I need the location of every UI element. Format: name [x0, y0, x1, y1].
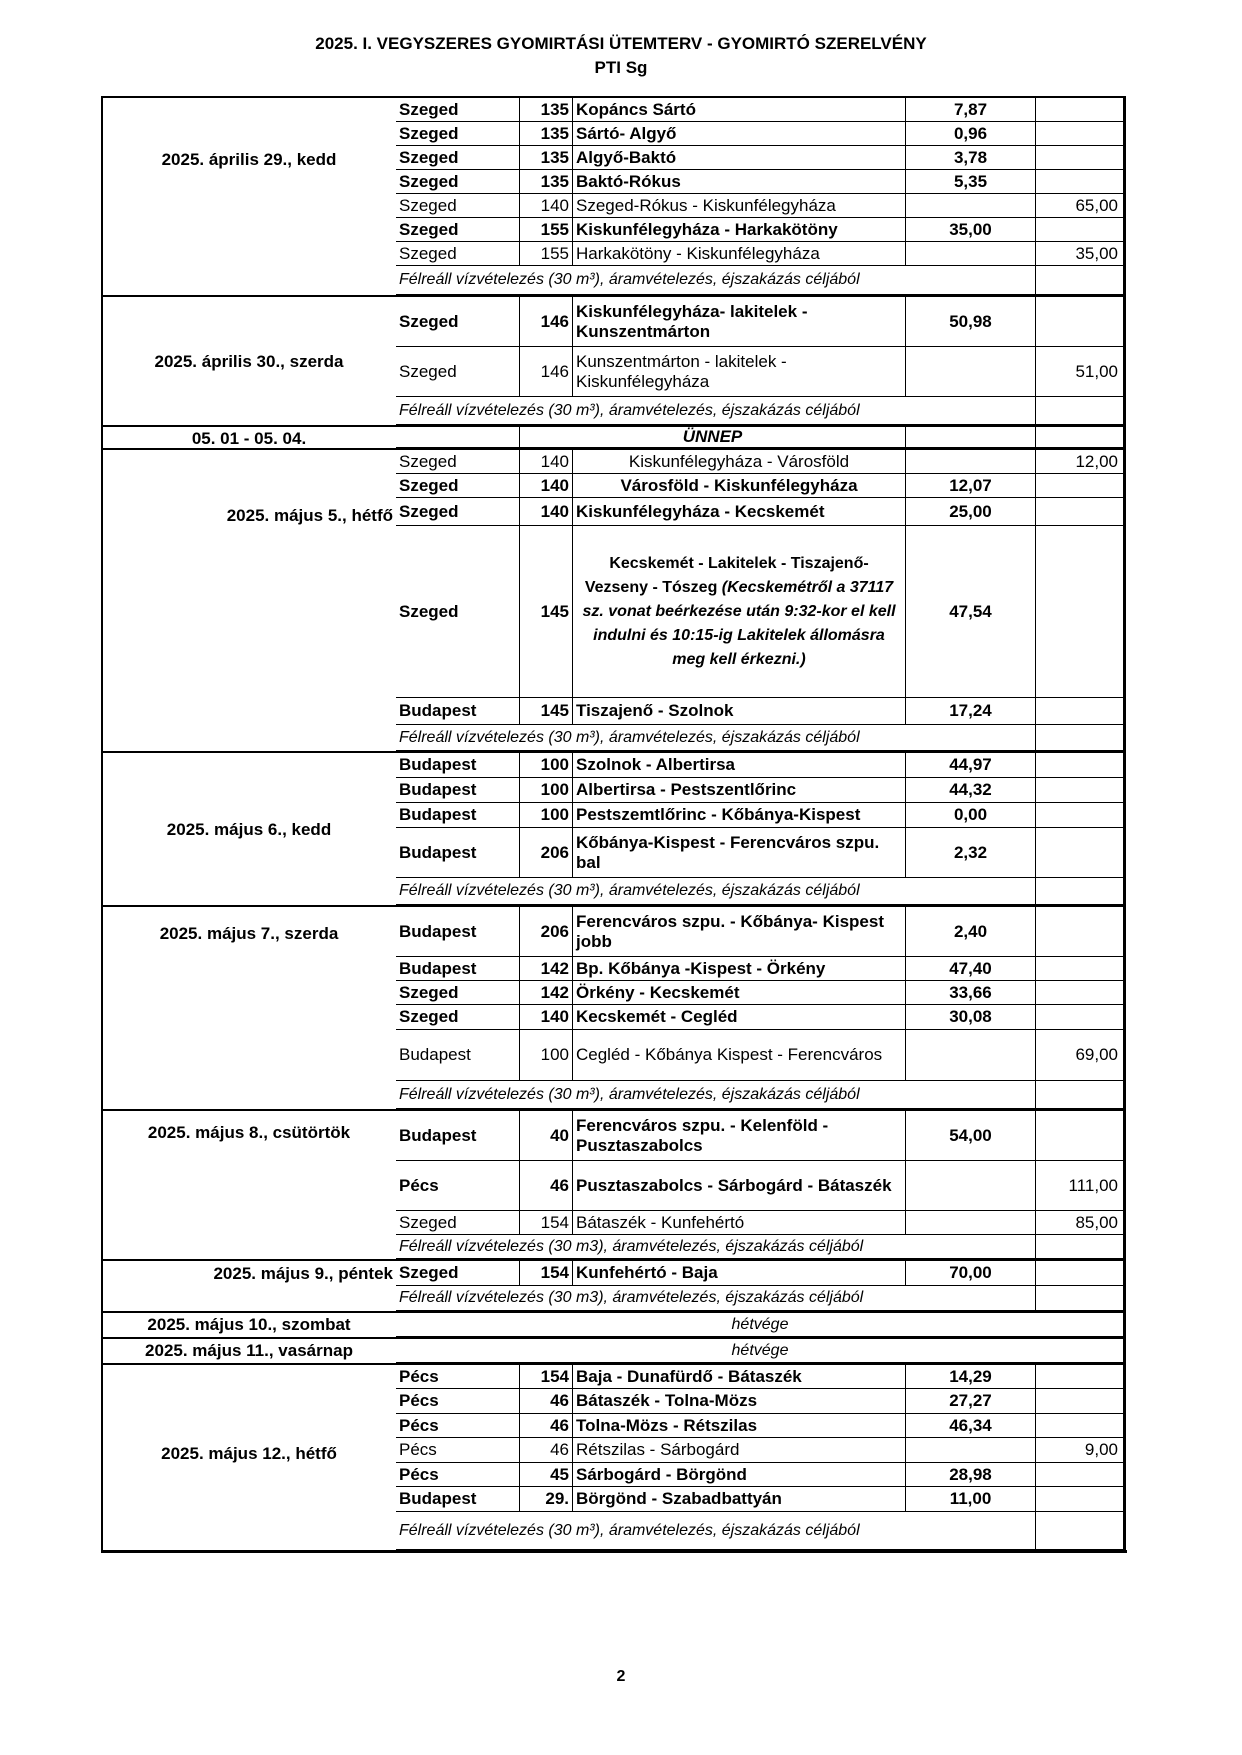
city-cell: Budapest	[396, 753, 520, 778]
city-cell: Szeged	[396, 347, 520, 397]
route-cell: Kunfehértó - Baja	[573, 1261, 906, 1286]
city-cell: Szeged	[396, 98, 520, 122]
km-treated-cell: 30,08	[906, 1005, 1036, 1030]
km-transfer-cell: 35,00	[1036, 242, 1125, 266]
city-cell: Pécs	[396, 1438, 520, 1463]
city-cell: Pécs	[396, 1389, 520, 1414]
km-treated-cell: 2,40	[906, 907, 1036, 957]
holiday-label: ÜNNEP	[520, 427, 906, 448]
line-number-cell: 45	[520, 1463, 573, 1487]
day-label: 2025. május 10., szombat	[147, 1315, 351, 1334]
city-cell: Szeged	[396, 450, 520, 474]
km-treated-cell: 50,98	[906, 297, 1036, 347]
day-label: 2025. május 11., vasárnap	[145, 1341, 353, 1360]
note-row-end	[1036, 266, 1125, 295]
km-treated-cell: 11,00	[906, 1487, 1036, 1512]
route-cell: Örkény - Kecskemét	[573, 981, 906, 1005]
km-treated-cell	[906, 347, 1036, 397]
note-row-end	[1036, 1286, 1125, 1311]
city-cell: Szeged	[396, 1211, 520, 1235]
line-number-cell: 100	[520, 1030, 573, 1081]
route-cell: Kiskunfélegyháza- lakitelek - Kunszentmárton	[573, 297, 906, 347]
note-row-end	[1036, 1235, 1125, 1259]
km-transfer-cell	[1036, 828, 1125, 878]
city-cell: Pécs	[396, 1161, 520, 1211]
city-cell: Szeged	[396, 194, 520, 218]
city-cell: Szeged	[396, 170, 520, 194]
city-cell: Szeged	[396, 498, 520, 526]
km-transfer-cell	[1036, 474, 1125, 498]
line-number-cell: 135	[520, 146, 573, 170]
route-instruction-text: (Kecskemétről a 37117 sz. vonat beérkezése után 9:32-kor el kell indulni és 10:15-ig Lakitelek állomásra meg kell érkezni.)	[582, 578, 896, 668]
city-cell	[396, 427, 520, 448]
km-treated-cell: 12,07	[906, 474, 1036, 498]
note-row-end	[1036, 725, 1125, 751]
route-cell: Kőbánya-Kispest - Ferencváros szpu. bal	[573, 828, 906, 878]
city-cell: Szeged	[396, 474, 520, 498]
km-treated-cell	[906, 1438, 1036, 1463]
day-label: 2025. április 30., szerda	[154, 352, 344, 371]
note-row-end	[1036, 1081, 1125, 1109]
route-cell: Baktó-Rókus	[573, 170, 906, 194]
line-number-cell: 140	[520, 498, 573, 526]
route-cell: Kecskemét - Cegléd	[573, 1005, 906, 1030]
city-cell: Budapest	[396, 1487, 520, 1512]
line-number-cell: 154	[520, 1365, 573, 1389]
km-treated-cell: 27,27	[906, 1389, 1036, 1414]
note-row-end	[1036, 1512, 1125, 1550]
line-number-cell: 140	[520, 194, 573, 218]
km-transfer-cell	[1036, 146, 1125, 170]
route-cell: Tolna-Mözs - Rétszilas	[573, 1414, 906, 1438]
line-number-cell: 155	[520, 218, 573, 242]
line-number-cell: 146	[520, 347, 573, 397]
city-cell: Budapest	[396, 1111, 520, 1161]
route-cell: Szeged-Rókus - Kiskunfélegyháza	[573, 194, 906, 218]
line-number-cell: 206	[520, 828, 573, 878]
km-transfer-cell	[1036, 1005, 1125, 1030]
note-row: Félreáll vízvételezés (30 m³), áramvételezés, éjszakázás céljából	[396, 1512, 1036, 1550]
note-row: Félreáll vízvételezés (30 m3), áramvételezés, éjszakázás céljából	[396, 1286, 1036, 1311]
km-transfer-cell	[1036, 1111, 1125, 1161]
km-treated-cell: 70,00	[906, 1261, 1036, 1286]
page-subtitle: PTI Sg	[594, 58, 648, 77]
line-number-cell: 142	[520, 957, 573, 981]
km-transfer-cell	[1036, 1487, 1125, 1512]
line-number-cell: 154	[520, 1261, 573, 1286]
city-cell: Szeged	[396, 1261, 520, 1286]
city-cell: Szeged	[396, 122, 520, 146]
route-cell: Bp. Kőbánya -Kispest - Örkény	[573, 957, 906, 981]
day-label: 2025. május 12., hétfő	[161, 1444, 337, 1463]
route-cell: Cegléd - Kőbánya Kispest - Ferencváros	[573, 1030, 906, 1081]
city-cell: Pécs	[396, 1414, 520, 1438]
km-treated-cell: 3,78	[906, 146, 1036, 170]
line-number-cell: 46	[520, 1161, 573, 1211]
km-treated-cell: 7,87	[906, 98, 1036, 122]
line-number-cell: 154	[520, 1211, 573, 1235]
city-cell: Szeged	[396, 981, 520, 1005]
day-label: 05. 01 - 05. 04.	[191, 429, 307, 448]
line-number-cell: 155	[520, 242, 573, 266]
km-transfer-cell: 111,00	[1036, 1161, 1125, 1211]
route-cell: Algyő-Baktó	[573, 146, 906, 170]
line-number-cell: 145	[520, 698, 573, 725]
km-treated-cell	[906, 1030, 1036, 1081]
line-number-cell: 142	[520, 981, 573, 1005]
km-treated-cell	[906, 194, 1036, 218]
km-treated-cell	[906, 427, 1036, 448]
route-cell: Szolnok - Albertirsa	[573, 753, 906, 778]
line-number-cell: 46	[520, 1414, 573, 1438]
day-label: 2025. május 7., szerda	[159, 924, 339, 943]
line-number-cell: 100	[520, 803, 573, 828]
line-number-cell: 40	[520, 1111, 573, 1161]
km-transfer-cell: 69,00	[1036, 1030, 1125, 1081]
km-transfer-cell: 65,00	[1036, 194, 1125, 218]
km-transfer-cell	[1036, 907, 1125, 957]
line-number-cell: 140	[520, 1005, 573, 1030]
route-main-text: Kecskemét - Lakitelek - Tiszajenő- Vezseny - Tószeg	[584, 554, 869, 596]
line-number-cell: 140	[520, 474, 573, 498]
route-cell: Ferencváros szpu. - Kőbánya- Kispest jobb	[573, 907, 906, 957]
line-number-cell: 206	[520, 907, 573, 957]
line-number-cell: 29.	[520, 1487, 573, 1512]
km-transfer-cell	[1036, 122, 1125, 146]
city-cell: Budapest	[396, 1030, 520, 1081]
page-number: 2	[616, 1668, 626, 1685]
route-cell: Baja - Dunafürdő - Bátaszék	[573, 1365, 906, 1389]
route-cell: Kiskunfélegyháza - Városföld	[573, 450, 906, 474]
day-label: 2025. május 9., péntek	[213, 1264, 393, 1283]
note-row: Félreáll vízvételezés (30 m³), áramvételezés, éjszakázás céljából	[396, 266, 1036, 295]
km-transfer-cell	[1036, 753, 1125, 778]
city-cell: Szeged	[396, 146, 520, 170]
city-cell: Szeged	[396, 242, 520, 266]
km-treated-cell: 0,00	[906, 803, 1036, 828]
km-treated-cell: 46,34	[906, 1414, 1036, 1438]
km-transfer-cell: 51,00	[1036, 347, 1125, 397]
route-cell: Pusztaszabolcs - Sárbogárd - Bátaszék	[573, 1161, 906, 1211]
route-cell: Kopáncs Sártó	[573, 98, 906, 122]
route-cell	[573, 526, 906, 698]
line-number-cell: 46	[520, 1389, 573, 1414]
km-treated-cell: 28,98	[906, 1463, 1036, 1487]
route-cell: Pestszemtlőrinc - Kőbánya-Kispest	[573, 803, 906, 828]
city-cell: Szeged	[396, 1005, 520, 1030]
km-treated-cell: 14,29	[906, 1365, 1036, 1389]
km-transfer-cell	[1036, 218, 1125, 242]
day-label: 2025. május 6., kedd	[166, 820, 332, 839]
km-treated-cell: 0,96	[906, 122, 1036, 146]
km-transfer-cell	[1036, 427, 1125, 448]
km-transfer-cell	[1036, 981, 1125, 1005]
city-cell: Budapest	[396, 698, 520, 725]
route-cell: Ferencváros szpu. - Kelenföld - Pusztaszabolcs	[573, 1111, 906, 1161]
km-treated-cell: 44,97	[906, 753, 1036, 778]
city-cell: Szeged	[396, 218, 520, 242]
city-cell: Budapest	[396, 957, 520, 981]
km-treated-cell: 5,35	[906, 170, 1036, 194]
km-transfer-cell	[1036, 1463, 1125, 1487]
weekend-label: hétvége	[396, 1313, 1125, 1337]
km-treated-cell: 54,00	[906, 1111, 1036, 1161]
note-row: Félreáll vízvételezés (30 m³), áramvételezés, éjszakázás céljából	[396, 725, 1036, 751]
km-transfer-cell	[1036, 498, 1125, 526]
route-cell: Bátaszék - Tolna-Mözs	[573, 1389, 906, 1414]
note-row: Félreáll vízvételezés (30 m³), áramvételezés, éjszakázás céljából	[396, 397, 1036, 425]
km-transfer-cell	[1036, 803, 1125, 828]
km-transfer-cell	[1036, 526, 1125, 698]
km-transfer-cell	[1036, 1261, 1125, 1286]
route-cell: Rétszilas - Sárbogárd	[573, 1438, 906, 1463]
km-treated-cell	[906, 1161, 1036, 1211]
km-treated-cell: 17,24	[906, 698, 1036, 725]
km-transfer-cell	[1036, 1389, 1125, 1414]
note-row: Félreáll vízvételezés (30 m³), áramvételezés, éjszakázás céljából	[396, 1081, 1036, 1109]
city-cell: Budapest	[396, 828, 520, 878]
city-cell: Budapest	[396, 907, 520, 957]
city-cell: Szeged	[396, 526, 520, 698]
km-treated-cell: 2,32	[906, 828, 1036, 878]
city-cell: Budapest	[396, 778, 520, 803]
line-number-cell: 100	[520, 778, 573, 803]
route-cell: Bátaszék - Kunfehértó	[573, 1211, 906, 1235]
city-cell: Pécs	[396, 1463, 520, 1487]
city-cell: Budapest	[396, 803, 520, 828]
note-row: Félreáll vízvételezés (30 m³), áramvételezés, éjszakázás céljából	[396, 878, 1036, 905]
km-treated-cell	[906, 1211, 1036, 1235]
km-transfer-cell	[1036, 778, 1125, 803]
line-number-cell: 145	[520, 526, 573, 698]
line-number-cell: 46	[520, 1438, 573, 1463]
note-row-end	[1036, 878, 1125, 905]
km-treated-cell: 35,00	[906, 218, 1036, 242]
line-number-cell: 146	[520, 297, 573, 347]
km-transfer-cell	[1036, 98, 1125, 122]
line-number-cell: 100	[520, 753, 573, 778]
km-treated-cell: 44,32	[906, 778, 1036, 803]
km-transfer-cell	[1036, 170, 1125, 194]
km-transfer-cell	[1036, 957, 1125, 981]
line-number-cell: 140	[520, 450, 573, 474]
line-number-cell: 135	[520, 98, 573, 122]
route-cell: Albertirsa - Pestszentlőrinc	[573, 778, 906, 803]
line-number-cell: 135	[520, 122, 573, 146]
day-label: 2025. május 5., hétfő	[226, 506, 393, 525]
note-row-end	[1036, 397, 1125, 425]
km-treated-cell	[906, 242, 1036, 266]
km-transfer-cell: 12,00	[1036, 450, 1125, 474]
km-transfer-cell	[1036, 1414, 1125, 1438]
route-cell: Sárbogárd - Börgönd	[573, 1463, 906, 1487]
route-cell: Sártó- Algyő	[573, 122, 906, 146]
route-cell: Harkakötöny - Kiskunfélegyháza	[573, 242, 906, 266]
km-treated-cell	[906, 450, 1036, 474]
km-treated-cell: 33,66	[906, 981, 1036, 1005]
day-label: 2025. május 8., csütörtök	[147, 1123, 351, 1142]
km-transfer-cell	[1036, 1365, 1125, 1389]
route-cell: Kunszentmárton - lakitelek - Kiskunfélegyháza	[573, 347, 906, 397]
km-transfer-cell	[1036, 297, 1125, 347]
route-cell: Városföld - Kiskunfélegyháza	[573, 474, 906, 498]
route-cell: Tiszajenő - Szolnok	[573, 698, 906, 725]
day-label: 2025. április 29., kedd	[161, 150, 337, 169]
route-cell: Kiskunfélegyháza - Kecskemét	[573, 498, 906, 526]
page-title: 2025. I. VEGYSZERES GYOMIRTÁSI ÜTEMTERV - GYOMIRTÓ SZERELVÉNY	[315, 34, 927, 53]
km-treated-cell: 47,54	[906, 526, 1036, 698]
km-treated-cell: 25,00	[906, 498, 1036, 526]
route-cell: Börgönd - Szabadbattyán	[573, 1487, 906, 1512]
km-transfer-cell: 9,00	[1036, 1438, 1125, 1463]
city-cell: Pécs	[396, 1365, 520, 1389]
km-treated-cell: 47,40	[906, 957, 1036, 981]
note-row: Félreáll vízvételezés (30 m3), áramvételezés, éjszakázás céljából	[396, 1235, 1036, 1259]
city-cell: Szeged	[396, 297, 520, 347]
km-transfer-cell: 85,00	[1036, 1211, 1125, 1235]
weekend-label: hétvége	[396, 1339, 1125, 1363]
line-number-cell: 135	[520, 170, 573, 194]
km-transfer-cell	[1036, 698, 1125, 725]
route-cell: Kiskunfélegyháza - Harkakötöny	[573, 218, 906, 242]
